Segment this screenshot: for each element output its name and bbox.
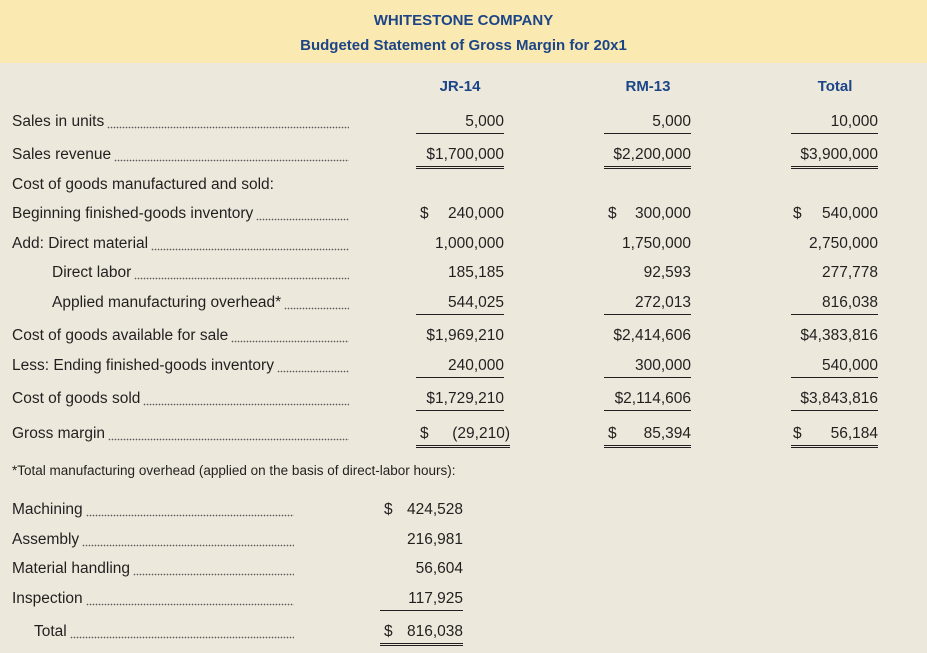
overhead-row bbox=[0, 588, 927, 612]
cell-rm13: 272,013 bbox=[604, 292, 691, 315]
table-row bbox=[0, 262, 927, 286]
cell-rm13: $ 85,394 bbox=[604, 423, 691, 448]
overhead-row bbox=[0, 558, 927, 582]
column-header-jr14: JR-14 bbox=[439, 78, 481, 95]
cell-total: 10,000 bbox=[791, 111, 878, 134]
cell-jr14: $1,729,210 bbox=[416, 388, 504, 411]
table-row bbox=[0, 388, 927, 412]
cell-jr14: 1,000,000 bbox=[435, 235, 504, 252]
column-header-rm13: RM-13 bbox=[625, 78, 671, 95]
table-row bbox=[0, 144, 927, 168]
cell-total: 540,000 bbox=[791, 355, 878, 378]
overhead-value: 216,981 bbox=[406, 531, 463, 548]
table-row bbox=[0, 355, 927, 379]
row-label: Applied manufacturing overhead* bbox=[52, 292, 349, 314]
cell-jr14: 240,000 bbox=[416, 355, 504, 378]
cell-total: $3,900,000 bbox=[791, 144, 878, 169]
row-label: Cost of goods sold bbox=[12, 388, 349, 410]
row-label: Total bbox=[34, 621, 294, 643]
cell-total: $3,843,816 bbox=[791, 388, 878, 411]
overhead-value: 56,604 bbox=[415, 560, 463, 577]
cell-jr14: 544,025 bbox=[416, 292, 504, 315]
cell-total: $ 56,184 bbox=[791, 423, 878, 448]
cell-rm13: $2,414,606 bbox=[613, 327, 691, 344]
cell-jr14: $ 240,000 bbox=[420, 205, 504, 222]
table-row bbox=[0, 203, 927, 227]
row-label: Sales in units bbox=[12, 111, 349, 133]
title-band bbox=[0, 0, 927, 63]
overhead-row bbox=[0, 499, 927, 523]
cell-rm13: 1,750,000 bbox=[622, 235, 691, 252]
cell-rm13: $ 300,000 bbox=[608, 205, 691, 222]
statement-title: Budgeted Statement of Gross Margin for 20x1 bbox=[300, 37, 627, 54]
table-row bbox=[0, 325, 927, 349]
cell-total: 2,750,000 bbox=[809, 235, 878, 252]
cell-jr14: $1,700,000 bbox=[416, 144, 504, 169]
company-name: WHITESTONE COMPANY bbox=[373, 12, 554, 29]
column-header-total: Total bbox=[817, 78, 853, 95]
overhead-total-row bbox=[0, 621, 927, 645]
section-heading-row bbox=[0, 174, 927, 198]
row-label: Machining bbox=[12, 499, 294, 521]
cell-jr14: 5,000 bbox=[416, 111, 504, 134]
table-row bbox=[0, 233, 927, 257]
row-label: Direct labor bbox=[52, 262, 349, 284]
cell-total: 816,038 bbox=[791, 292, 878, 315]
row-label: Inspection bbox=[12, 588, 294, 610]
row-label: Gross margin bbox=[12, 423, 349, 445]
overhead-value: $ 424,528 bbox=[384, 501, 463, 518]
overhead-total-value: $ 816,038 bbox=[380, 621, 463, 646]
cell-rm13: $2,200,000 bbox=[604, 144, 691, 169]
cell-total: 277,778 bbox=[821, 264, 878, 281]
overhead-row bbox=[0, 529, 927, 553]
row-label: Assembly bbox=[12, 529, 294, 551]
overhead-value: 117,925 bbox=[380, 588, 463, 611]
cell-jr14: 185,185 bbox=[447, 264, 504, 281]
cell-total: $4,383,816 bbox=[800, 327, 878, 344]
table-row bbox=[0, 292, 927, 316]
row-label: Material handling bbox=[12, 558, 294, 580]
cell-jr14: $1,969,210 bbox=[426, 327, 504, 344]
footnote: *Total manufacturing overhead (applied on the basis of direct-labor hours): bbox=[12, 463, 456, 478]
row-label: Add: Direct material bbox=[12, 233, 349, 255]
table-row bbox=[0, 423, 927, 447]
row-label: Less: Ending finished-goods inventory bbox=[12, 355, 349, 377]
cell-rm13: 5,000 bbox=[604, 111, 691, 134]
row-label: Cost of goods available for sale bbox=[12, 325, 349, 347]
row-label: Cost of goods manufactured and sold: bbox=[12, 176, 274, 193]
cell-rm13: $2,114,606 bbox=[604, 388, 691, 411]
cell-rm13: 92,593 bbox=[643, 264, 691, 281]
row-label: Sales revenue bbox=[12, 144, 349, 166]
cell-jr14: $ (29,210) bbox=[416, 423, 510, 448]
table-row bbox=[0, 111, 927, 135]
row-label: Beginning finished-goods inventory bbox=[12, 203, 349, 225]
cell-rm13: 300,000 bbox=[604, 355, 691, 378]
cell-total: $ 540,000 bbox=[793, 205, 878, 222]
